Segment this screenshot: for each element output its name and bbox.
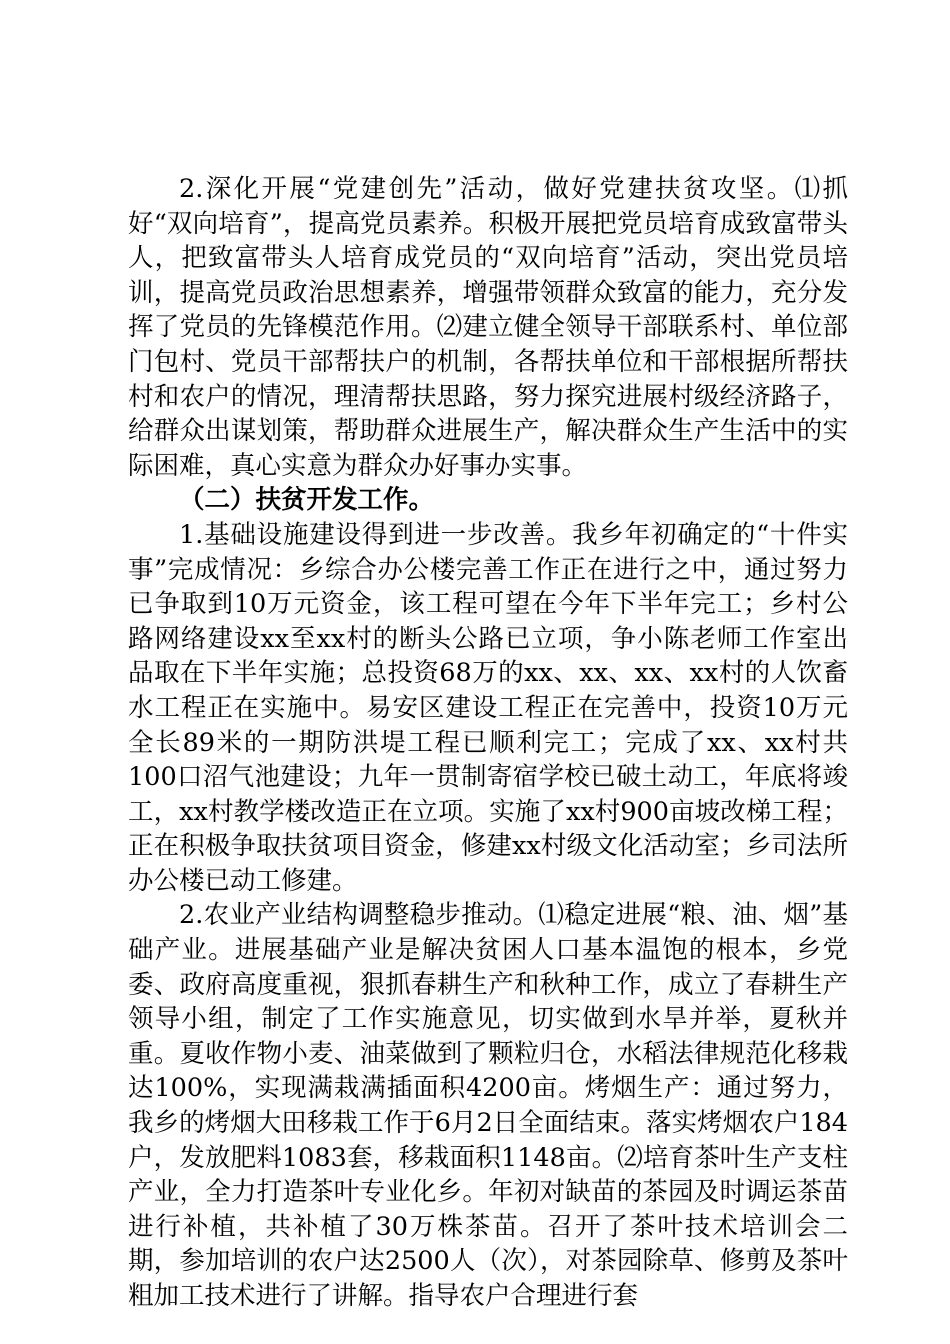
section-heading-poverty-alleviation: （二）扶贫开发工作。 — [179, 485, 435, 516]
paragraph-infrastructure: 1.基础设施建设得到进一步改善。我乡年初确定的“十件实事”完成情况：乡综合办公楼完善工作正在进行之中，通过努力已争取到10万元资金，该工程可望在今年下半年完工；乡村公路网络建设xx至xx村的断头公路已立项，争小陈老师工作室出品取在下半年实施；总投资68万的xx、xx、xx、xx村的人饮畜水工程正在实施中。易安区建设工程正在完善中，投资10万元全长89米的一期防洪堤工程已顺利完工；完成了xx、xx村共100口沼气池建设；九年一贯制寄宿学校已破土动工，年底将竣工，xx村教学楼改造正在立项。实施了xx村900亩坡改梯工程；正在积极争取扶贫项目资金，修建xx村级文化活动室；乡司法所办公楼已动工修建。 — [128, 519, 848, 896]
paragraph-party-building: 2.深化开展“党建创先”活动，做好党建扶贫攻坚。⑴抓好“双向培育”，提高党员素养。积极开展把党员培育成致富带头人，把致富带头人培育成党员的“双向培育”活动，突出党员培训，提高党员政治思想素养，增强带领群众致富的能力，充分发挥了党员的先锋模范作用。⑵建立健全领导干部联系村、单位部门包村、党员干部帮扶户的机制，各帮扶单位和干部根据所帮扶村和农户的情况，理清帮扶思路，努力探究进展村级经济路子，给群众出谋划策，帮助群众进展生产，解决群众生产生活中的实际困难，真心实意为群众办好事办实事。 — [128, 174, 848, 481]
document-body — [128, 172, 848, 1314]
paragraph-agriculture: 2.农业产业结构调整稳步推动。⑴稳定进展“粮、油、烟”基础产业。进展基础产业是解决贫困人口基本温饱的根本，乡党委、政府高度重视，狠抓春耕生产和秋种工作，成立了春耕生产领导小组，制定了工作实施意见，切实做到水旱并举，夏秋并重。夏收作物小麦、油菜做到了颗粒归仓，水稻法律规范化移栽达100%，实现满栽满插面积4200亩。烤烟生产：通过努力，我乡的烤烟大田移栽工作于6月2日全面结束。落实烤烟农户184户，发放肥料1083套，移栽面积1148亩。⑵培育茶叶生产支柱产业，全力打造茶叶专业化乡。年初对缺苗的茶园及时调运茶苗进行补植，共补植了30万株茶苗。召开了茶叶技术培训会二期，参加培训的农户达2500人（次），对茶园除草、修剪及茶叶粗加工技术进行了讲解。指导农户合理进行套 — [128, 900, 848, 1311]
